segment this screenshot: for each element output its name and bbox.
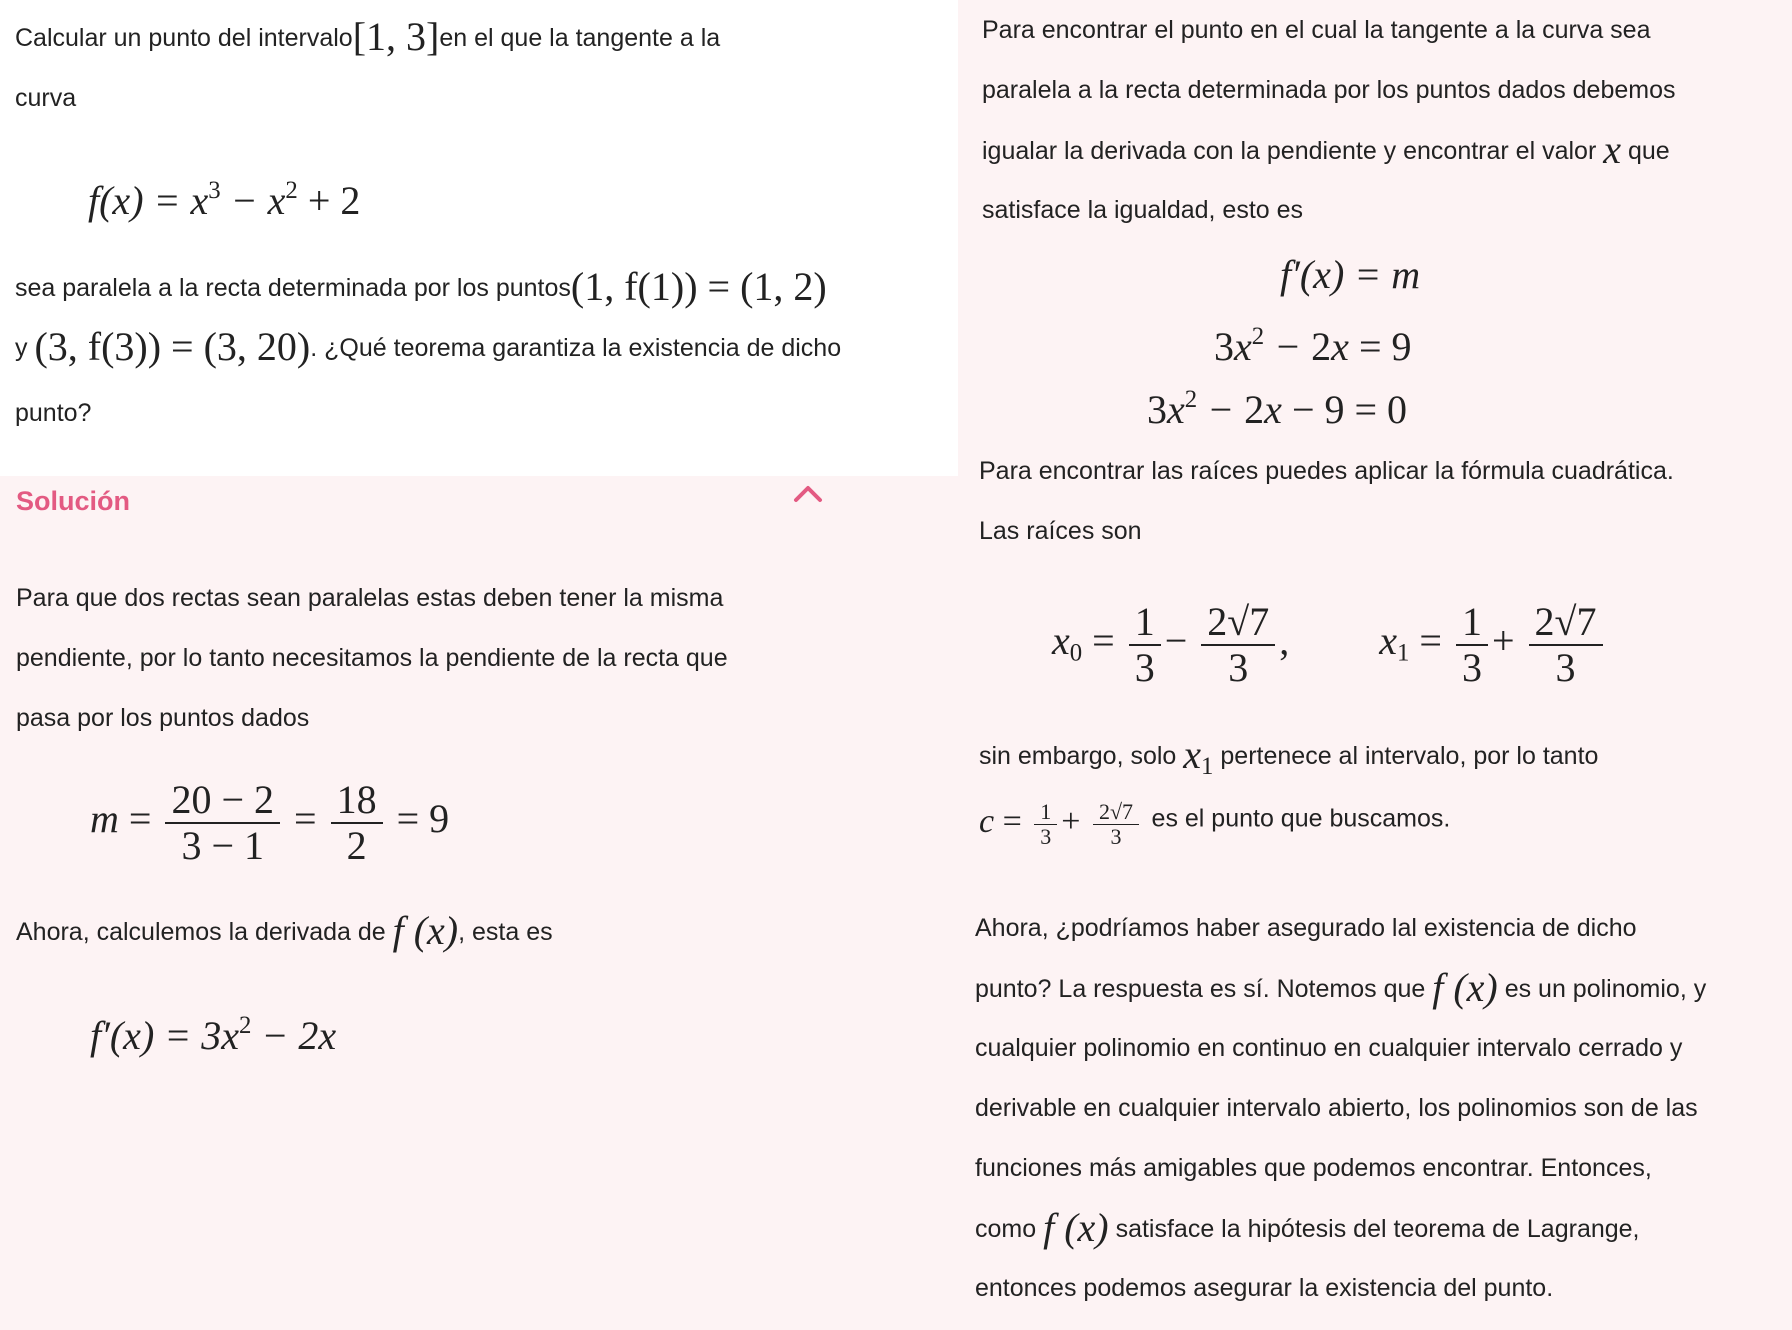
right-line-1: Para encontrar el punto en el cual la tangente a la curva sea — [982, 16, 1651, 44]
solution-line-2: pendiente, por lo tanto necesitamos la pendiente de la recta que — [16, 644, 728, 672]
right-line-4: satisface la igualdad, esto es — [982, 196, 1304, 224]
right-line-12: derivable en cualquier intervalo abierto, los polinomios son de las — [975, 1094, 1698, 1122]
right-text: igualar la derivada con la pendiente y encontrar el valor — [982, 137, 1597, 165]
solution-text: , esta es — [458, 918, 553, 946]
point1-math: (1, f(1)) = (1, 2) — [570, 264, 827, 309]
right-text: que — [1627, 137, 1670, 165]
problem-panel — [0, 0, 958, 476]
solution-line-1: Para que dos rectas sean paralelas estas deben tener la misma — [16, 584, 724, 612]
solution-line-3: pasa por los puntos dados — [16, 704, 310, 732]
right-line-10 — [975, 965, 1707, 1010]
problem-text: sea paralela a la recta determinada por los puntos — [15, 274, 571, 302]
right-text: sin embargo, solo — [979, 742, 1177, 770]
equation-2: $3x^2 - 2x = 9$ — [1214, 323, 1412, 370]
right-text: satisface la hipótesis del teorema de Lagrange, — [1115, 1215, 1640, 1243]
right-line-9: Ahora, ¿podríamos haber asegurado lal existencia de dicho — [975, 914, 1637, 942]
derivative-equation: $f'(x) = 3x^2 - 2x$ — [90, 1012, 337, 1059]
x1-math: $x_1$ — [1183, 732, 1214, 781]
problem-line-2: curva — [15, 84, 77, 112]
chevron-up-icon[interactable] — [790, 482, 826, 506]
solution-line-4 — [16, 908, 553, 953]
problem-line-5: punto? — [15, 399, 92, 427]
right-text: pertenece al intervalo, por lo tanto — [1220, 742, 1599, 770]
fx-math: f (x) — [392, 908, 459, 953]
right-text: es el punto que buscamos. — [1151, 804, 1451, 833]
right-line-15: entonces podemos asegurar la existencia del punto. — [975, 1274, 1554, 1302]
equation-1: f′(x) = m — [1280, 252, 1421, 297]
problem-line-3 — [15, 264, 827, 309]
right-line-6: Las raíces son — [979, 517, 1142, 545]
slope-equation: m = $\frac{20 - 2}{3 - 1}$ = $\frac{18}{2}$ = 9 — [90, 777, 450, 868]
right-line-13: funciones más amigables que podemos encontrar. Entonces, — [975, 1154, 1652, 1182]
problem-text: . ¿Qué teorema garantiza la existencia de dicho — [310, 334, 842, 362]
right-line-8 — [979, 800, 1450, 849]
right-text: como — [975, 1215, 1037, 1243]
c-equation: c = $\frac{1}{3}$ + $\frac{2√7}{3}$ — [979, 803, 1152, 840]
problem-text: y — [15, 334, 28, 362]
point2-math: (3, f(3)) = (3, 20) — [34, 324, 311, 369]
right-line-7 — [979, 732, 1599, 782]
fx-math: f (x) — [1432, 965, 1498, 1010]
problem-text: en el que la tangente a la — [439, 24, 721, 52]
problem-line-1 — [15, 14, 721, 59]
x-math: x — [1603, 127, 1621, 172]
solution-text: Ahora, calculemos la derivada de — [16, 918, 386, 946]
solution-heading[interactable]: Solución — [16, 486, 130, 516]
roots-equation: $x_0$ = $\frac{1}{3}$ − $\frac{2√7}{3}$ , $x_1$ = $\frac{1}{3}$ + $\frac{2√7}{3}$ — [1052, 600, 1607, 690]
right-line-3 — [982, 127, 1670, 172]
problem-line-4 — [15, 324, 842, 369]
fx-math: f (x) — [1043, 1205, 1109, 1250]
right-text: es un polinomio, y — [1504, 975, 1707, 1003]
right-line-5: Para encontrar las raíces puedes aplicar la fórmula cuadrática. — [979, 457, 1674, 485]
right-line-14 — [975, 1205, 1640, 1250]
equation-3: $3x^2 - 2x - 9 = 0$ — [1147, 386, 1408, 433]
right-text: punto? La respuesta es sí. Notemos que — [975, 975, 1426, 1003]
right-line-2: paralela a la recta determinada por los puntos dados debemos — [982, 76, 1676, 104]
right-line-11: cualquier polinomio en continuo en cualquier intervalo cerrado y — [975, 1034, 1683, 1062]
interval-math: [1, 3] — [352, 14, 440, 59]
problem-text: Calcular un punto del intervalo — [15, 24, 353, 52]
function-equation: $f(x) = x^3 - x^2 + 2$ — [88, 177, 361, 224]
